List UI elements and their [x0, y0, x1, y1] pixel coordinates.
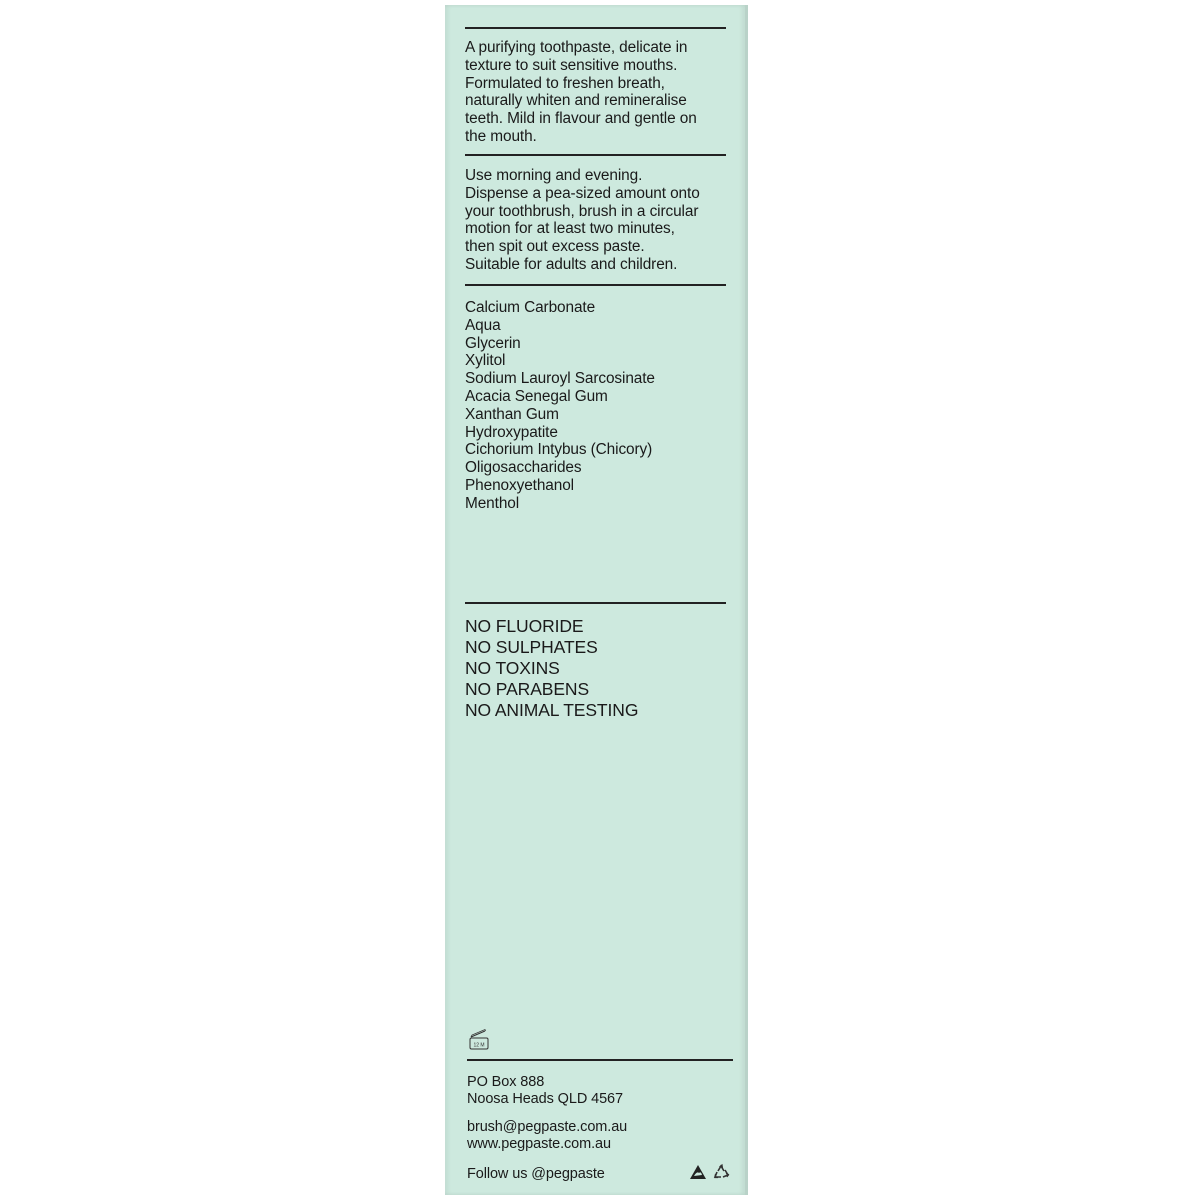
- web-contact: [467, 1119, 627, 1153]
- directions-line: Use morning and evening.: [465, 167, 643, 184]
- directions-line: Suitable for adults and children.: [465, 255, 678, 273]
- pao-label: 12 M: [473, 1042, 485, 1049]
- claim-item: NO SULPHATES: [465, 637, 598, 657]
- divider-ingredients: [465, 602, 726, 604]
- ingredient-item: Glycerin: [465, 334, 521, 352]
- directions: [465, 167, 727, 274]
- claim-item: NO PARABENS: [465, 679, 590, 699]
- directions-line: then spit out excess paste.: [465, 238, 645, 256]
- ingredient-item: Phenoxyethanol: [465, 476, 574, 494]
- description-line: A purifying toothpaste, delicate in: [465, 39, 688, 56]
- claim-item: NO TOXINS: [465, 658, 560, 678]
- divider-top: [465, 27, 726, 29]
- address-line: PO Box 888: [467, 1074, 545, 1090]
- ingredient-item: Sodium Lauroyl Sarcosinate: [465, 370, 655, 388]
- period-after-opening-icon: [468, 1027, 490, 1051]
- description-line: Formulated to freshen breath,: [465, 74, 665, 92]
- product-description: [465, 39, 727, 146]
- address-line: Noosa Heads QLD 4567: [467, 1091, 623, 1108]
- description-line: teeth. Mild in flavour and gentle on: [465, 110, 697, 128]
- website-text: www.pegpaste.com.au: [467, 1136, 611, 1153]
- ingredient-item: Xylitol: [465, 352, 506, 370]
- directions-line: motion for at least two minutes,: [465, 220, 675, 238]
- ingredient-item: Aqua: [465, 316, 501, 334]
- ingredient-item: Menthol: [465, 494, 520, 512]
- divider-description: [465, 154, 726, 156]
- australian-made-icon: [690, 1165, 706, 1179]
- claim-item: NO ANIMAL TESTING: [465, 700, 639, 720]
- ingredient-item: Cichorium Intybus (Chicory): [465, 441, 653, 459]
- ingredient-item: Oligosaccharides: [465, 459, 582, 477]
- directions-line: Dispense a pea-sized amount onto: [465, 184, 700, 202]
- divider-directions: [465, 284, 726, 286]
- box-edge-shadow: [745, 5, 748, 1195]
- postal-address: [467, 1074, 623, 1108]
- ingredients-list: [465, 299, 727, 513]
- footer-icons: [688, 1162, 736, 1182]
- ingredient-item: Xanthan Gum: [465, 405, 559, 423]
- free-from-claims: [465, 616, 638, 721]
- divider-contact: [467, 1059, 733, 1061]
- ingredient-item: Hydroxypatite: [465, 423, 558, 441]
- directions-line: your toothbrush, brush in a circular: [465, 202, 699, 220]
- description-line: texture to suit sensitive mouths.: [465, 56, 678, 74]
- social-text: Follow us @pegpaste: [467, 1166, 605, 1182]
- email-text: brush@pegpaste.com.au: [467, 1119, 628, 1135]
- recycle-icon: [715, 1165, 729, 1178]
- claim-item: NO FLUORIDE: [465, 616, 584, 636]
- description-line: the mouth.: [465, 127, 537, 145]
- ingredient-item: Calcium Carbonate: [465, 299, 596, 316]
- ingredient-item: Acacia Senegal Gum: [465, 387, 608, 405]
- social-handle: [467, 1166, 605, 1183]
- description-line: naturally whiten and remineralise: [465, 92, 687, 110]
- product-box-side-panel: [445, 5, 745, 1195]
